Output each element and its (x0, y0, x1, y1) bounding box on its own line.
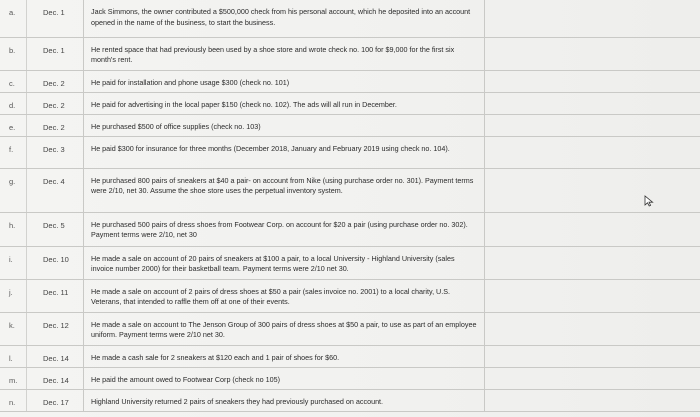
row-description: He made a cash sale for 2 sneakers at $120 each and 1 pair of shoes for $60. (91, 352, 340, 362)
row-description: Highland University returned 2 pairs of sneakers they had previously purchased on account. (91, 396, 384, 406)
row-date: Dec. 17 (43, 397, 69, 407)
row-description: He purchased 500 pairs of dress shoes from Footwear Corp. on account for $20 a pair (using purchase order no. 302). Payment terms were 2/10, net 30 (91, 219, 468, 239)
row-letter: d. (9, 100, 16, 110)
row-date: Dec. 12 (43, 320, 69, 330)
row-letter: f. (9, 144, 14, 154)
row-blank-cell (485, 312, 700, 345)
row-date: Dec. 3 (43, 144, 65, 154)
row-letter: m. (9, 375, 18, 385)
row-blank-cell (485, 168, 700, 212)
row-description: He made a sale on account of 2 pairs of dress shoes at $50 a pair (sales invoice no. 2001) to a local charity, U.S. Veterans, that intended to raffle them off at one of their events. (91, 286, 451, 306)
row-description: He rented space that had previously been used by a shoe store and wrote check no. 100 for $9,000 for the first six month's rent. (91, 44, 455, 64)
row-description: He paid for installation and phone usage $300 (check no. 101) (91, 77, 290, 87)
row-blank-cell (485, 367, 700, 389)
table-row (0, 70, 700, 92)
row-description: He made a sale on account to The Jenson Group of 300 pairs of dress shoes at $50 a pair, to use as part of an employee uniform. Payment terms were 2/10 net 30. (91, 319, 477, 339)
row-letter: i. (9, 254, 13, 264)
row-description: He purchased $500 of office supplies (check no. 103) (91, 121, 261, 131)
table-row (0, 389, 700, 411)
row-blank-cell (485, 212, 700, 246)
table-row (0, 367, 700, 389)
table-row (0, 168, 700, 212)
mouse-pointer-icon (644, 195, 654, 207)
table-row (0, 246, 700, 279)
row-letter: j. (9, 287, 13, 297)
row-blank-cell (485, 246, 700, 279)
row-letter: l. (9, 353, 13, 363)
row-blank-cell (485, 37, 700, 70)
row-blank-cell (485, 92, 700, 114)
row-blank-cell (485, 70, 700, 92)
row-description: He paid for advertising in the local paper $150 (check no. 102). The ads will all run in December. (91, 99, 397, 109)
row-date: Dec. 1 (43, 45, 65, 55)
row-date: Dec. 11 (43, 287, 69, 297)
table-row (0, 114, 700, 136)
row-letter: n. (9, 397, 16, 407)
row-description: He made a sale on account of 20 pairs of sneakers at $100 a pair, to a local University - Highland University (sales invoice number 2000) for their basketball team. Payment terms were 2/10 net 30. (91, 253, 455, 273)
row-letter: a. (9, 8, 16, 17)
row-description: He purchased 800 pairs of sneakers at $40 a pair- on account from Nike (using purchase order no. 301). Payment terms were 2/10, net 30. Assume the shoe store uses the perpetual inventory system. (91, 175, 474, 195)
row-blank-cell (485, 0, 700, 37)
row-blank-cell (485, 345, 700, 367)
row-letter: k. (9, 320, 15, 330)
row-date: Dec. 14 (43, 353, 69, 363)
table-row (0, 0, 700, 37)
row-letter: h. (9, 220, 16, 230)
row-letter: e. (9, 122, 16, 132)
row-description: Jack Simmons, the owner contributed a $500,000 check from his personal account, which he deposited into an account opened in the name of the business, to start the business. (91, 7, 471, 27)
row-date: Dec. 2 (43, 78, 65, 88)
table-row (0, 37, 700, 70)
row-description: He paid the amount owed to Footwear Corp (check no 105) (91, 374, 280, 384)
table-row (0, 212, 700, 246)
table-row (0, 92, 700, 114)
row-date: Dec. 5 (43, 220, 65, 230)
row-blank-cell (485, 389, 700, 411)
row-date: Dec. 10 (43, 254, 69, 264)
row-date: Dec. 1 (43, 8, 65, 17)
table-row (0, 312, 700, 345)
table-row (0, 136, 700, 168)
row-blank-cell (485, 279, 700, 312)
row-blank-cell (485, 114, 700, 136)
row-blank-cell (485, 136, 700, 168)
row-date: Dec. 2 (43, 100, 65, 110)
row-date: Dec. 4 (43, 176, 65, 186)
row-date: Dec. 2 (43, 122, 65, 132)
table-row (0, 345, 700, 367)
row-letter: g. (9, 176, 16, 186)
table-row (0, 279, 700, 312)
row-letter: c. (9, 78, 15, 88)
row-letter: b. (9, 45, 16, 55)
row-description: He paid $300 for insurance for three months (December 2018, January and February 2019 using check no. 104). (91, 143, 450, 153)
row-date: Dec. 14 (43, 375, 69, 385)
